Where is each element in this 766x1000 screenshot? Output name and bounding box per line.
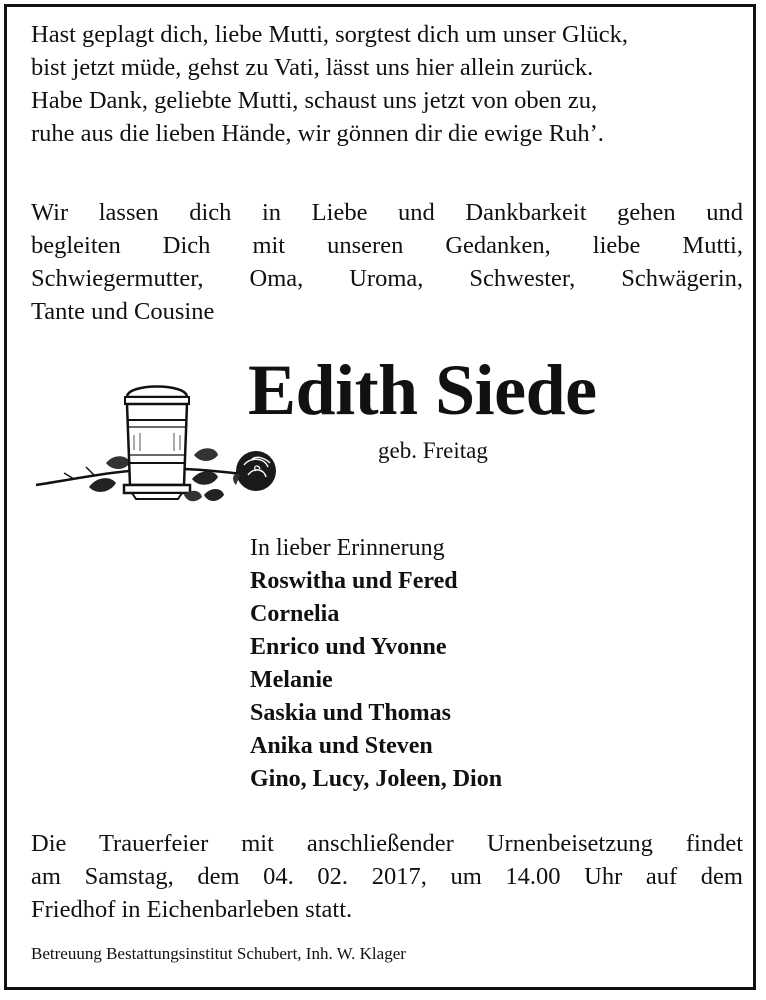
farewell-line: begleiten Dich mit unseren Gedanken, liebe Mutti,: [31, 232, 743, 259]
memory-lead: In lieber Erinnerung: [250, 535, 445, 561]
farewell-line: Wir lassen dich in Liebe und Dankbarkeit gehen und: [31, 199, 743, 226]
urn-with-rose-icon: [34, 375, 284, 515]
funeral-home-credit: Betreuung Bestattungsinstitut Schubert, Inh. W. Klager: [31, 944, 406, 963]
ceremony-line: Friedhof in Eichenbarleben statt.: [31, 896, 353, 923]
ceremony-line: am Samstag, dem 04. 02. 2017, um 14.00 Uhr auf dem: [31, 863, 743, 890]
family-entry: Saskia und Thomas: [250, 700, 451, 726]
poem-line: bist jetzt müde, gehst zu Vati, lässt uns hier allein zurück.: [31, 54, 594, 81]
family-entry: Enrico und Yvonne: [250, 634, 447, 660]
family-entry: Anika und Steven: [250, 733, 433, 759]
ceremony-text: [31, 827, 743, 926]
farewell-line: Tante und Cousine: [31, 298, 215, 325]
poem: [31, 18, 743, 150]
family-entry: Roswitha und Fered: [250, 568, 458, 594]
poem-line: ruhe aus die lieben Hände, wir gönnen dir die ewige Ruh’.: [31, 120, 604, 147]
poem-line: Habe Dank, geliebte Mutti, schaust uns jetzt von oben zu,: [31, 87, 598, 114]
family-entry: Melanie: [250, 667, 333, 693]
family-entry: Gino, Lucy, Joleen, Dion: [250, 766, 503, 792]
family-list: [250, 565, 502, 796]
family-entry: Cornelia: [250, 601, 340, 627]
farewell-line: Schwiegermutter, Oma, Uroma, Schwester, Schwägerin,: [31, 265, 743, 292]
farewell-text: [31, 196, 743, 328]
ceremony-line: Die Trauerfeier mit anschließender Urnenbeisetzung findet: [31, 830, 743, 857]
deceased-name: Edith Siede: [248, 350, 597, 430]
birth-name: geb. Freitag: [378, 438, 488, 463]
poem-line: Hast geplagt dich, liebe Mutti, sorgtest dich um unser Glück,: [31, 21, 628, 48]
